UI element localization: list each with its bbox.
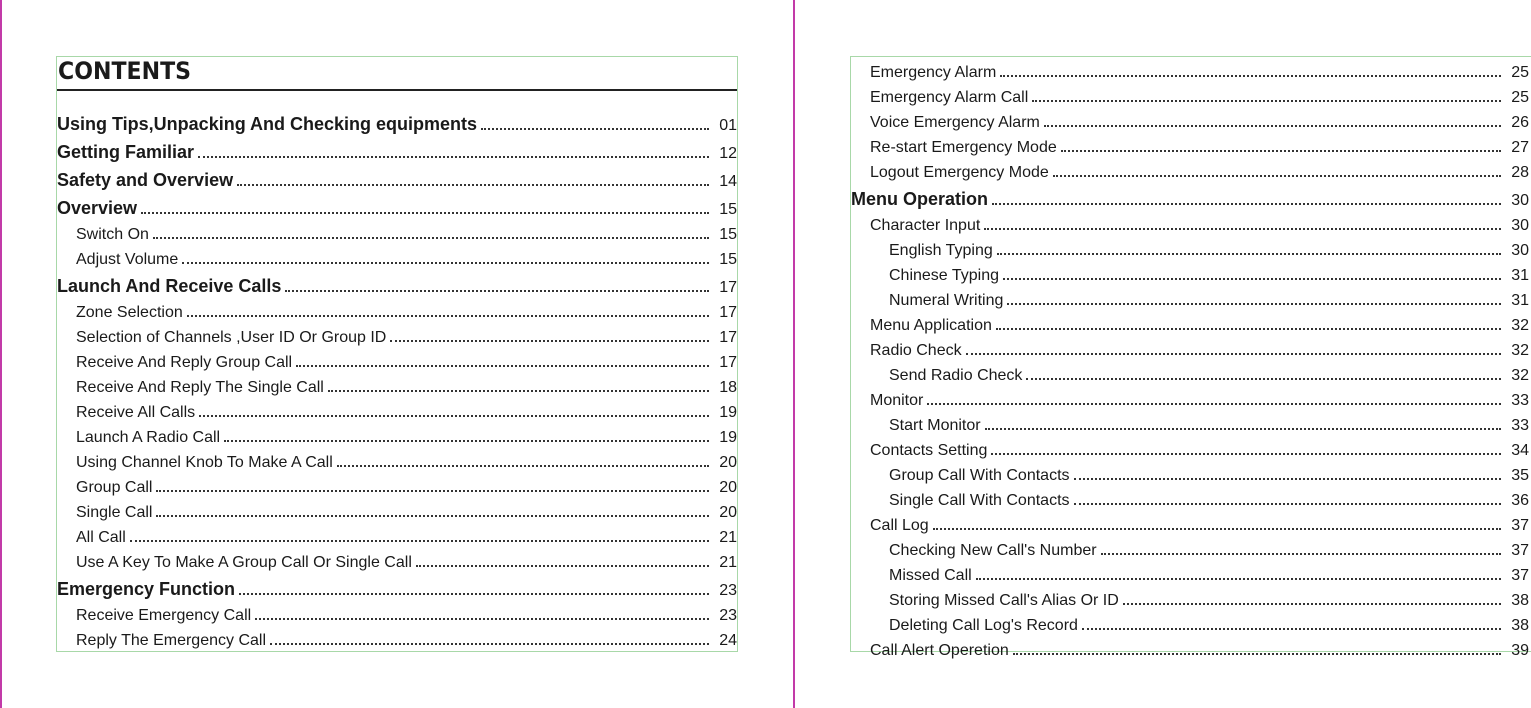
toc-entry-page-number: 17 [719,354,737,371]
toc-entry-label: Single Call With Contacts [889,492,1070,509]
toc-entry-page-number: 17 [719,279,737,296]
toc-entry-label: Selection of Channels ,User ID Or Group ID [76,329,387,346]
toc-entry-page-number: 37 [1511,542,1529,559]
toc-entry-label: Send Radio Check [889,367,1023,384]
toc-entry[interactable] [851,360,1531,385]
toc-entry-label: Launch And Receive Calls [57,276,282,296]
toc-entry-page-number: 26 [1511,114,1529,131]
toc-entry-label: All Call [76,529,126,546]
toc-entry-label: Zone Selection [76,304,183,321]
toc-entry[interactable] [57,625,737,650]
toc-entry-label: Group Call With Contacts [889,467,1070,484]
toc-entry[interactable] [851,510,1531,535]
dot-leader [224,440,709,442]
toc-entry-label: Menu Operation [851,189,989,209]
toc-entry-label: Start Monitor [889,417,981,434]
toc-entry[interactable] [57,447,737,472]
toc-entry[interactable] [851,385,1531,410]
dot-leader [481,128,709,130]
toc-entry[interactable] [57,397,737,422]
toc-entry-page-number: 34 [1511,442,1529,459]
toc-entry[interactable] [57,107,737,135]
toc-list-right [851,57,1531,660]
dot-leader [237,184,709,186]
toc-entry-page-number: 19 [719,404,737,421]
toc-entry-page-number: 33 [1511,417,1529,434]
toc-entry[interactable] [57,372,737,397]
dot-leader [153,237,709,239]
toc-entry-page-number: 19 [719,429,737,446]
toc-entry-label: Launch A Radio Call [76,429,221,446]
toc-entry-label: Monitor [870,392,924,409]
dot-leader [1044,125,1501,127]
toc-entry-label: Character Input [870,217,981,234]
dot-leader [1123,603,1501,605]
toc-entry[interactable] [851,635,1531,660]
toc-entry[interactable] [851,260,1531,285]
toc-entry[interactable] [57,422,737,447]
toc-entry-page-number: 31 [1511,267,1529,284]
toc-entry-page-number: 32 [1511,342,1529,359]
toc-entry-page-number: 15 [719,226,737,243]
toc-entry-label: Checking New Call's Number [889,542,1097,559]
toc-entry[interactable] [57,322,737,347]
toc-entry-label: Single Call [76,504,153,521]
toc-entry-page-number: 36 [1511,492,1529,509]
toc-entry-page-number: 21 [719,554,737,571]
toc-entry-label: Radio Check [870,342,962,359]
toc-entry[interactable] [57,472,737,497]
toc-entry-page-number: 21 [719,529,737,546]
dot-leader [255,618,709,620]
toc-entry-label: Contacts Setting [870,442,988,459]
toc-entry[interactable] [851,610,1531,635]
toc-entry[interactable] [851,82,1531,107]
toc-entry[interactable] [57,572,737,600]
toc-entry-page-number: 01 [719,117,737,134]
dot-leader [933,528,1501,530]
toc-entry-label: Numeral Writing [889,292,1004,309]
toc-entry-label: Use A Key To Make A Group Call Or Single Call [76,554,412,571]
dot-leader [966,353,1501,355]
left-page-contents [56,56,738,652]
toc-entry-label: Missed Call [889,567,972,584]
toc-entry-page-number: 33 [1511,392,1529,409]
right-page-contents [850,56,1531,659]
toc-list-left [57,107,737,650]
dot-leader [984,228,1501,230]
toc-entry-page-number: 14 [719,173,737,190]
dot-leader [1000,75,1501,77]
toc-entry[interactable] [57,219,737,244]
dot-leader [1082,628,1501,630]
dot-leader [198,156,709,158]
dot-leader [1007,303,1501,305]
dot-leader [1003,278,1501,280]
toc-entry[interactable] [57,600,737,625]
toc-entry-page-number: 39 [1511,642,1529,659]
toc-entry-label: Re-start Emergency Mode [870,139,1057,156]
toc-entry[interactable] [57,297,737,322]
toc-entry[interactable] [851,57,1531,82]
dot-leader [337,465,709,467]
toc-entry[interactable] [851,535,1531,560]
toc-entry[interactable] [57,522,737,547]
toc-entry-page-number: 12 [719,145,737,162]
toc-entry[interactable] [851,182,1531,210]
toc-entry-page-number: 38 [1511,617,1529,634]
dot-leader [141,212,709,214]
toc-entry-page-number: 18 [719,379,737,396]
dot-leader [130,540,709,542]
dot-leader [997,253,1501,255]
toc-entry-label: Call Log [870,517,929,534]
dot-leader [1032,100,1501,102]
toc-entry-label: Receive And Reply Group Call [76,354,293,371]
toc-entry-page-number: 24 [719,632,737,649]
toc-entry-page-number: 20 [719,454,737,471]
dot-leader [156,515,709,517]
title-underline [57,89,737,91]
toc-entry[interactable] [851,107,1531,132]
dot-leader [285,290,709,292]
toc-entry-label: Voice Emergency Alarm [870,114,1040,131]
dot-leader [927,403,1501,405]
toc-entry[interactable] [851,310,1531,335]
toc-entry[interactable] [851,132,1531,157]
toc-entry-page-number: 17 [719,329,737,346]
toc-entry-page-number: 30 [1511,217,1529,234]
toc-entry[interactable] [851,285,1531,310]
page-edge-line [0,0,2,708]
toc-entry[interactable] [57,163,737,191]
toc-entry[interactable] [57,547,737,572]
dot-leader [1101,553,1501,555]
toc-entry-page-number: 30 [1511,242,1529,259]
toc-entry-label: Call Alert Operetion [870,642,1009,659]
dot-leader [1061,150,1501,152]
toc-entry-page-number: 27 [1511,139,1529,156]
contents-title: CONTENTS [58,57,192,85]
toc-entry[interactable] [57,191,737,219]
toc-entry-page-number: 31 [1511,292,1529,309]
toc-entry[interactable] [57,244,737,269]
toc-entry[interactable] [851,235,1531,260]
toc-entry[interactable] [57,497,737,522]
page-fold-line [793,0,795,708]
toc-entry-page-number: 23 [719,582,737,599]
toc-entry-label: Using Channel Knob To Make A Call [76,454,333,471]
dot-leader [996,328,1501,330]
toc-entry-page-number: 38 [1511,592,1529,609]
toc-entry-page-number: 25 [1511,89,1529,106]
toc-entry-label: Receive Emergency Call [76,607,252,624]
toc-entry[interactable] [57,135,737,163]
toc-entry-label: English Typing [889,242,993,259]
dot-leader [187,315,709,317]
dot-leader [156,490,709,492]
dot-leader [985,428,1501,430]
toc-entry-label: Deleting Call Log's Record [889,617,1078,634]
dot-leader [239,593,709,595]
toc-entry-page-number: 32 [1511,317,1529,334]
toc-entry-page-number: 15 [719,201,737,218]
toc-entry-page-number: 35 [1511,467,1529,484]
dot-leader [1053,175,1501,177]
toc-entry-label: Group Call [76,479,153,496]
toc-entry-label: Overview [57,198,138,218]
toc-entry[interactable] [851,435,1531,460]
toc-entry-label: Using Tips,Unpacking And Checking equipments [57,114,478,134]
toc-entry[interactable] [851,210,1531,235]
toc-entry-label: Receive And Reply The Single Call [76,379,324,396]
dot-leader [328,390,709,392]
toc-entry-page-number: 20 [719,479,737,496]
toc-entry-label: Emergency Function [57,579,236,599]
dot-leader [270,643,709,645]
toc-entry[interactable] [851,560,1531,585]
toc-entry-page-number: 30 [1511,192,1529,209]
dot-leader [390,340,709,342]
toc-entry-label: Safety and Overview [57,170,234,190]
toc-entry-page-number: 17 [719,304,737,321]
dot-leader [1074,478,1501,480]
toc-entry-page-number: 25 [1511,64,1529,81]
toc-entry-page-number: 15 [719,251,737,268]
toc-entry-label: Getting Familiar [57,142,195,162]
dot-leader [976,578,1501,580]
dot-leader [1013,653,1501,655]
toc-entry[interactable] [57,269,737,297]
toc-entry-label: Chinese Typing [889,267,999,284]
dot-leader [991,453,1501,455]
toc-entry-label: Adjust Volume [76,251,179,268]
toc-entry-label: Menu Application [870,317,992,334]
toc-entry-label: Receive All Calls [76,404,196,421]
toc-entry[interactable] [851,485,1531,510]
toc-entry-page-number: 37 [1511,567,1529,584]
toc-entry[interactable] [851,335,1531,360]
toc-entry[interactable] [851,410,1531,435]
toc-entry-page-number: 28 [1511,164,1529,181]
toc-entry-page-number: 23 [719,607,737,624]
toc-entry-label: Emergency Alarm Call [870,89,1029,106]
toc-entry-label: Emergency Alarm [870,64,997,81]
dot-leader [296,365,709,367]
toc-entry-label: Storing Missed Call's Alias Or ID [889,592,1119,609]
dot-leader [416,565,709,567]
toc-entry-page-number: 37 [1511,517,1529,534]
toc-entry-label: Switch On [76,226,149,243]
dot-leader [1074,503,1501,505]
toc-entry[interactable] [851,157,1531,182]
toc-entry-label: Reply The Emergency Call [76,632,267,649]
toc-entry-page-number: 32 [1511,367,1529,384]
toc-entry[interactable] [57,347,737,372]
dot-leader [1026,378,1501,380]
dot-leader [199,415,709,417]
toc-entry-page-number: 20 [719,504,737,521]
toc-entry[interactable] [851,585,1531,610]
dot-leader [992,203,1501,205]
dot-leader [182,262,709,264]
toc-entry[interactable] [851,460,1531,485]
toc-entry-label: Logout Emergency Mode [870,164,1049,181]
